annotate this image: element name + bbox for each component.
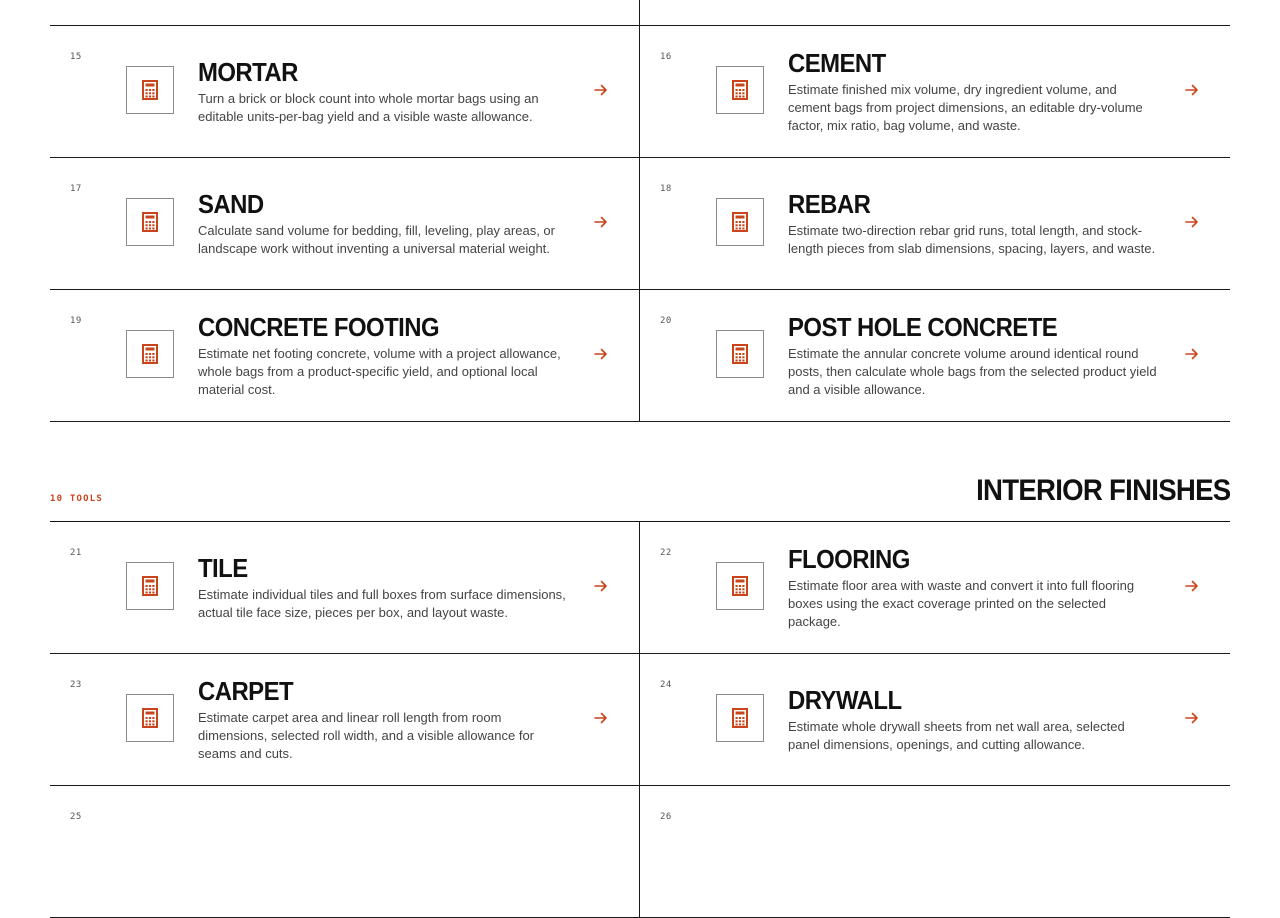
- tool-number: 22: [660, 548, 672, 558]
- tool-description: Estimate the annular concrete volume around identical round posts, then calculate whole bags from the selected product yield and a visible allowance.: [788, 345, 1157, 397]
- tool-card-carpet[interactable]: [50, 654, 640, 786]
- tool-number: 16: [660, 52, 672, 62]
- tool-card[interactable]: [640, 0, 1230, 26]
- tool-number: 18: [660, 184, 672, 194]
- tools-grid-structural: [50, 0, 1230, 422]
- arrow-right-icon[interactable]: [593, 710, 609, 726]
- tool-card-tile[interactable]: [50, 522, 640, 654]
- calculator-icon: [126, 694, 174, 742]
- tool-text: [788, 158, 1158, 289]
- tool-title: CONCRETE FOOTING: [198, 311, 439, 342]
- tool-title: CEMENT: [788, 47, 886, 78]
- tool-number: 17: [70, 184, 82, 194]
- calculator-icon: [716, 694, 764, 742]
- tool-number: 19: [70, 316, 82, 326]
- tool-title: SAND: [198, 188, 264, 219]
- tool-title: POST HOLE CONCRETE: [788, 311, 1058, 342]
- tool-text: [788, 26, 1158, 157]
- arrow-right-icon[interactable]: [1184, 578, 1200, 594]
- tool-number: 26: [660, 812, 672, 822]
- tool-number: 15: [70, 52, 82, 62]
- tool-card-post-hole-concrete[interactable]: [640, 290, 1230, 422]
- tool-description: Turn a brick or block count into whole mortar bags using an editable units-per-bag yield and a visible waste allowance.: [198, 90, 539, 124]
- tools-grid-interior-finishes: [50, 522, 1230, 918]
- arrow-right-icon[interactable]: [1184, 82, 1200, 98]
- tool-title: DRYWALL: [788, 684, 902, 715]
- tool-card-drywall[interactable]: [640, 654, 1230, 786]
- calculator-icon: [716, 66, 764, 114]
- arrow-right-icon[interactable]: [593, 346, 609, 362]
- section-title: INTERIOR FINISHES: [975, 474, 1230, 507]
- tool-title: FLOORING: [788, 543, 910, 574]
- tool-card-rebar[interactable]: [640, 158, 1230, 290]
- tool-title: CARPET: [198, 675, 294, 706]
- tool-title: MORTAR: [198, 56, 298, 87]
- tool-card-flooring[interactable]: [640, 522, 1230, 654]
- calculator-icon: [716, 330, 764, 378]
- arrow-right-icon[interactable]: [1184, 710, 1200, 726]
- tool-title: REBAR: [788, 188, 871, 219]
- tool-card-concrete-footing[interactable]: [50, 290, 640, 422]
- tool-number: 25: [70, 812, 82, 822]
- tool-text: [198, 522, 568, 653]
- tool-text: [198, 158, 568, 289]
- tool-number: 24: [660, 680, 672, 690]
- tool-text: [198, 290, 568, 421]
- tool-card-cement[interactable]: [640, 26, 1230, 158]
- tool-text: [788, 522, 1158, 653]
- tool-description: Estimate finished mix volume, dry ingredient volume, and cement bags from project dimensions, an editable dry-volume factor, mix ratio, bag volume, and waste.: [788, 81, 1143, 133]
- tool-text: [198, 26, 568, 157]
- tool-number: 20: [660, 316, 672, 326]
- tool-description: Estimate whole drywall sheets from net wall area, selected panel dimensions, openings, and cutting allowance.: [788, 718, 1125, 752]
- tool-text: [198, 654, 568, 785]
- calculator-icon: [716, 198, 764, 246]
- tool-title: TILE: [198, 552, 248, 583]
- calculator-icon: [716, 562, 764, 610]
- tool-description: Calculate sand volume for bedding, fill, leveling, play areas, or landscape work without inventing a universal material weight.: [198, 222, 555, 256]
- tool-text: [788, 654, 1158, 785]
- arrow-right-icon[interactable]: [593, 214, 609, 230]
- tool-card-sand[interactable]: [50, 158, 640, 290]
- tool-description: Estimate individual tiles and full boxes from surface dimensions, actual tile face size, pieces per box, and layout waste.: [198, 586, 566, 620]
- tool-description: Estimate floor area with waste and convert it into full flooring boxes using the exact coverage printed on the selected package.: [788, 577, 1135, 629]
- calculator-icon: [126, 198, 174, 246]
- arrow-right-icon[interactable]: [593, 82, 609, 98]
- calculator-icon: [126, 562, 174, 610]
- arrow-right-icon[interactable]: [593, 578, 609, 594]
- arrow-right-icon[interactable]: [1184, 214, 1200, 230]
- tool-card[interactable]: [50, 0, 640, 26]
- calculator-icon: [126, 66, 174, 114]
- arrow-right-icon[interactable]: [1184, 346, 1200, 362]
- tool-card-mortar[interactable]: [50, 26, 640, 158]
- tool-card[interactable]: [640, 786, 1230, 918]
- section-tool-count: 10 TOOLS: [50, 494, 103, 504]
- tool-number: 23: [70, 680, 82, 690]
- tool-card[interactable]: [50, 786, 640, 918]
- tool-text: [788, 290, 1158, 421]
- tool-description: Estimate carpet area and linear roll length from room dimensions, selected roll width, and a visible allowance for seams and cuts.: [198, 709, 535, 761]
- section-header-interior-finishes: [50, 470, 1230, 526]
- calculator-icon: [126, 330, 174, 378]
- tool-description: Estimate two-direction rebar grid runs, total length, and stock-length pieces from slab dimensions, spacing, layers, and waste.: [788, 222, 1156, 256]
- tool-description: Estimate net footing concrete, volume with a project allowance, whole bags from a product-specific yield, and optional local material cost.: [198, 345, 561, 397]
- tool-number: 21: [70, 548, 82, 558]
